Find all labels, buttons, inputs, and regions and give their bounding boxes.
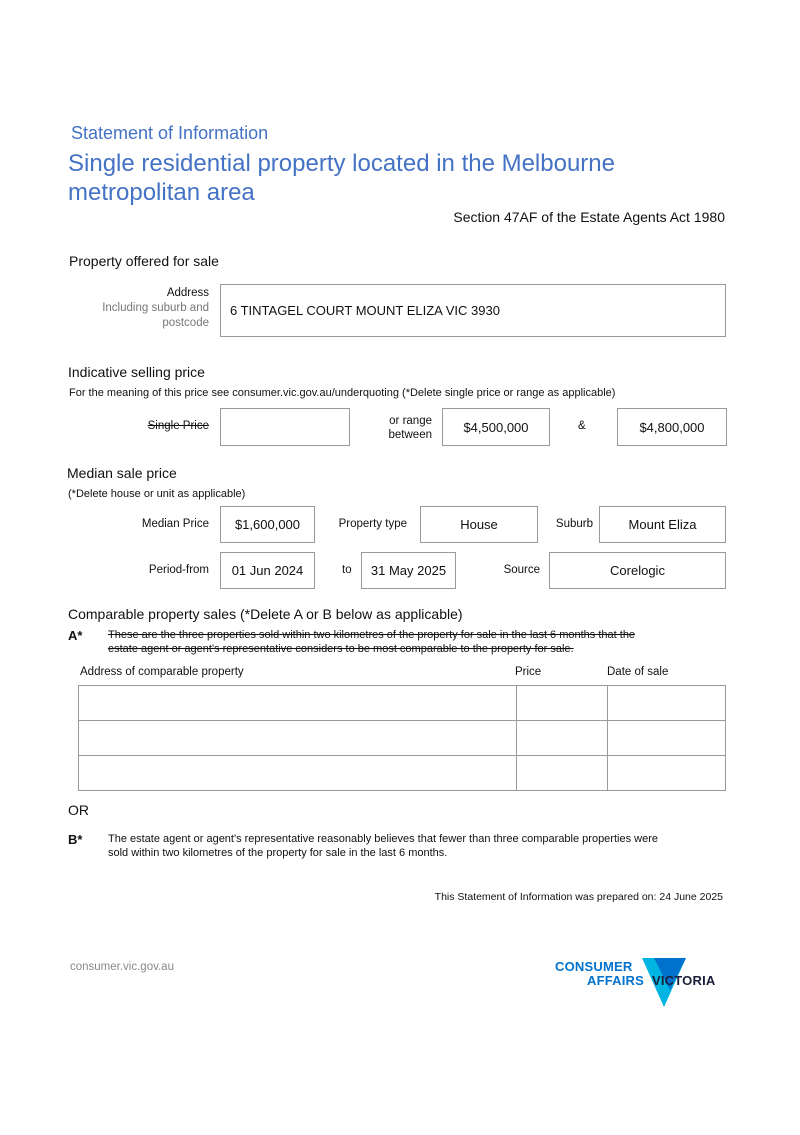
logo-text-victoria: VICTORIA bbox=[652, 973, 716, 988]
source-label: Source bbox=[503, 564, 540, 576]
range-label bbox=[360, 414, 432, 442]
period-from-label: Period-from bbox=[148, 564, 209, 576]
comparable-date-cell[interactable] bbox=[608, 756, 726, 791]
logo-text-consumer: CONSUMER bbox=[555, 959, 633, 974]
address-label: Address bbox=[166, 287, 209, 299]
range-and: & bbox=[578, 420, 586, 432]
table-row bbox=[79, 756, 726, 791]
median-note: (*Delete house or unit as applicable) bbox=[68, 488, 246, 500]
table-row bbox=[79, 721, 726, 756]
period-to-label: to bbox=[342, 564, 352, 576]
address-sublabel-2: postcode bbox=[162, 317, 209, 329]
page-title bbox=[68, 149, 615, 207]
source-field[interactable]: Corelogic bbox=[549, 552, 726, 589]
footer-website[interactable]: consumer.vic.gov.au bbox=[70, 961, 174, 973]
col-header-address: Address of comparable property bbox=[80, 666, 244, 678]
comparable-table bbox=[78, 685, 726, 791]
title-line-1: Single residential property located in the Melbourne bbox=[68, 150, 615, 177]
property-type-field[interactable]: House bbox=[420, 506, 538, 543]
median-heading: Median sale price bbox=[67, 465, 177, 481]
or-label: OR bbox=[68, 802, 89, 818]
property-type-label: Property type bbox=[338, 518, 407, 530]
range-high-field[interactable]: $4,800,000 bbox=[617, 408, 727, 446]
col-header-price: Price bbox=[515, 666, 542, 678]
suburb-label: Suburb bbox=[555, 518, 593, 530]
consumer-affairs-victoria-logo bbox=[554, 956, 730, 1010]
option-a-marker: A* bbox=[68, 628, 83, 643]
median-price-label: Median Price bbox=[141, 518, 209, 530]
comparable-date-cell[interactable] bbox=[608, 721, 726, 756]
title-line-2: metropolitan area bbox=[68, 179, 255, 206]
single-price-field[interactable] bbox=[220, 408, 350, 446]
single-price-label: Single Price bbox=[147, 420, 209, 432]
period-to-field[interactable]: 31 May 2025 bbox=[361, 552, 456, 589]
comparable-price-cell[interactable] bbox=[517, 756, 608, 791]
prepared-on: This Statement of Information was prepared on: 24 June 2025 bbox=[434, 891, 723, 903]
option-b-marker: B* bbox=[68, 832, 83, 847]
range-label-1: or range bbox=[389, 415, 432, 427]
indicative-note: For the meaning of this price see consumer.vic.gov.au/underquoting (*Delete single price or range as applicable) bbox=[69, 387, 616, 399]
option-a-text-2: estate agent or agent's representative considers to be most comparable to the property for sale. bbox=[108, 643, 574, 655]
section-reference: Section 47AF of the Estate Agents Act 1980 bbox=[453, 209, 725, 225]
comparable-heading: Comparable property sales (*Delete A or B below as applicable) bbox=[68, 606, 463, 622]
suburb-field[interactable]: Mount Eliza bbox=[599, 506, 726, 543]
range-label-2: between bbox=[388, 429, 432, 441]
range-low-field[interactable]: $4,500,000 bbox=[442, 408, 550, 446]
option-a-text bbox=[108, 628, 635, 656]
option-a-text-1: These are the three properties sold within two kilometres of the property for sale in the last 6 months that the bbox=[108, 629, 636, 641]
comparable-price-cell[interactable] bbox=[517, 721, 608, 756]
period-from-field[interactable]: 01 Jun 2024 bbox=[220, 552, 315, 589]
comparable-address-cell[interactable] bbox=[79, 721, 517, 756]
option-b-text bbox=[108, 832, 658, 860]
property-heading: Property offered for sale bbox=[69, 253, 219, 269]
comparable-price-cell[interactable] bbox=[517, 686, 608, 721]
col-header-date: Date of sale bbox=[607, 666, 669, 678]
option-b-text-1: The estate agent or agent's representative reasonably believes that fewer than three comparable properties were bbox=[108, 833, 658, 845]
doc-type: Statement of Information bbox=[71, 123, 269, 143]
logo-text-affairs: AFFAIRS bbox=[587, 973, 645, 988]
option-b-text-2: sold within two kilometres of the property for sale in the last 6 months. bbox=[108, 847, 448, 859]
address-field[interactable]: 6 TINTAGEL COURT MOUNT ELIZA VIC 3930 bbox=[220, 284, 726, 337]
comparable-address-cell[interactable] bbox=[79, 686, 517, 721]
table-row bbox=[79, 686, 726, 721]
address-sublabel-1: Including suburb and bbox=[102, 302, 209, 314]
comparable-date-cell[interactable] bbox=[608, 686, 726, 721]
address-label-group bbox=[60, 286, 209, 331]
comparable-address-cell[interactable] bbox=[79, 756, 517, 791]
median-price-field[interactable]: $1,600,000 bbox=[220, 506, 315, 543]
indicative-heading: Indicative selling price bbox=[68, 364, 205, 380]
